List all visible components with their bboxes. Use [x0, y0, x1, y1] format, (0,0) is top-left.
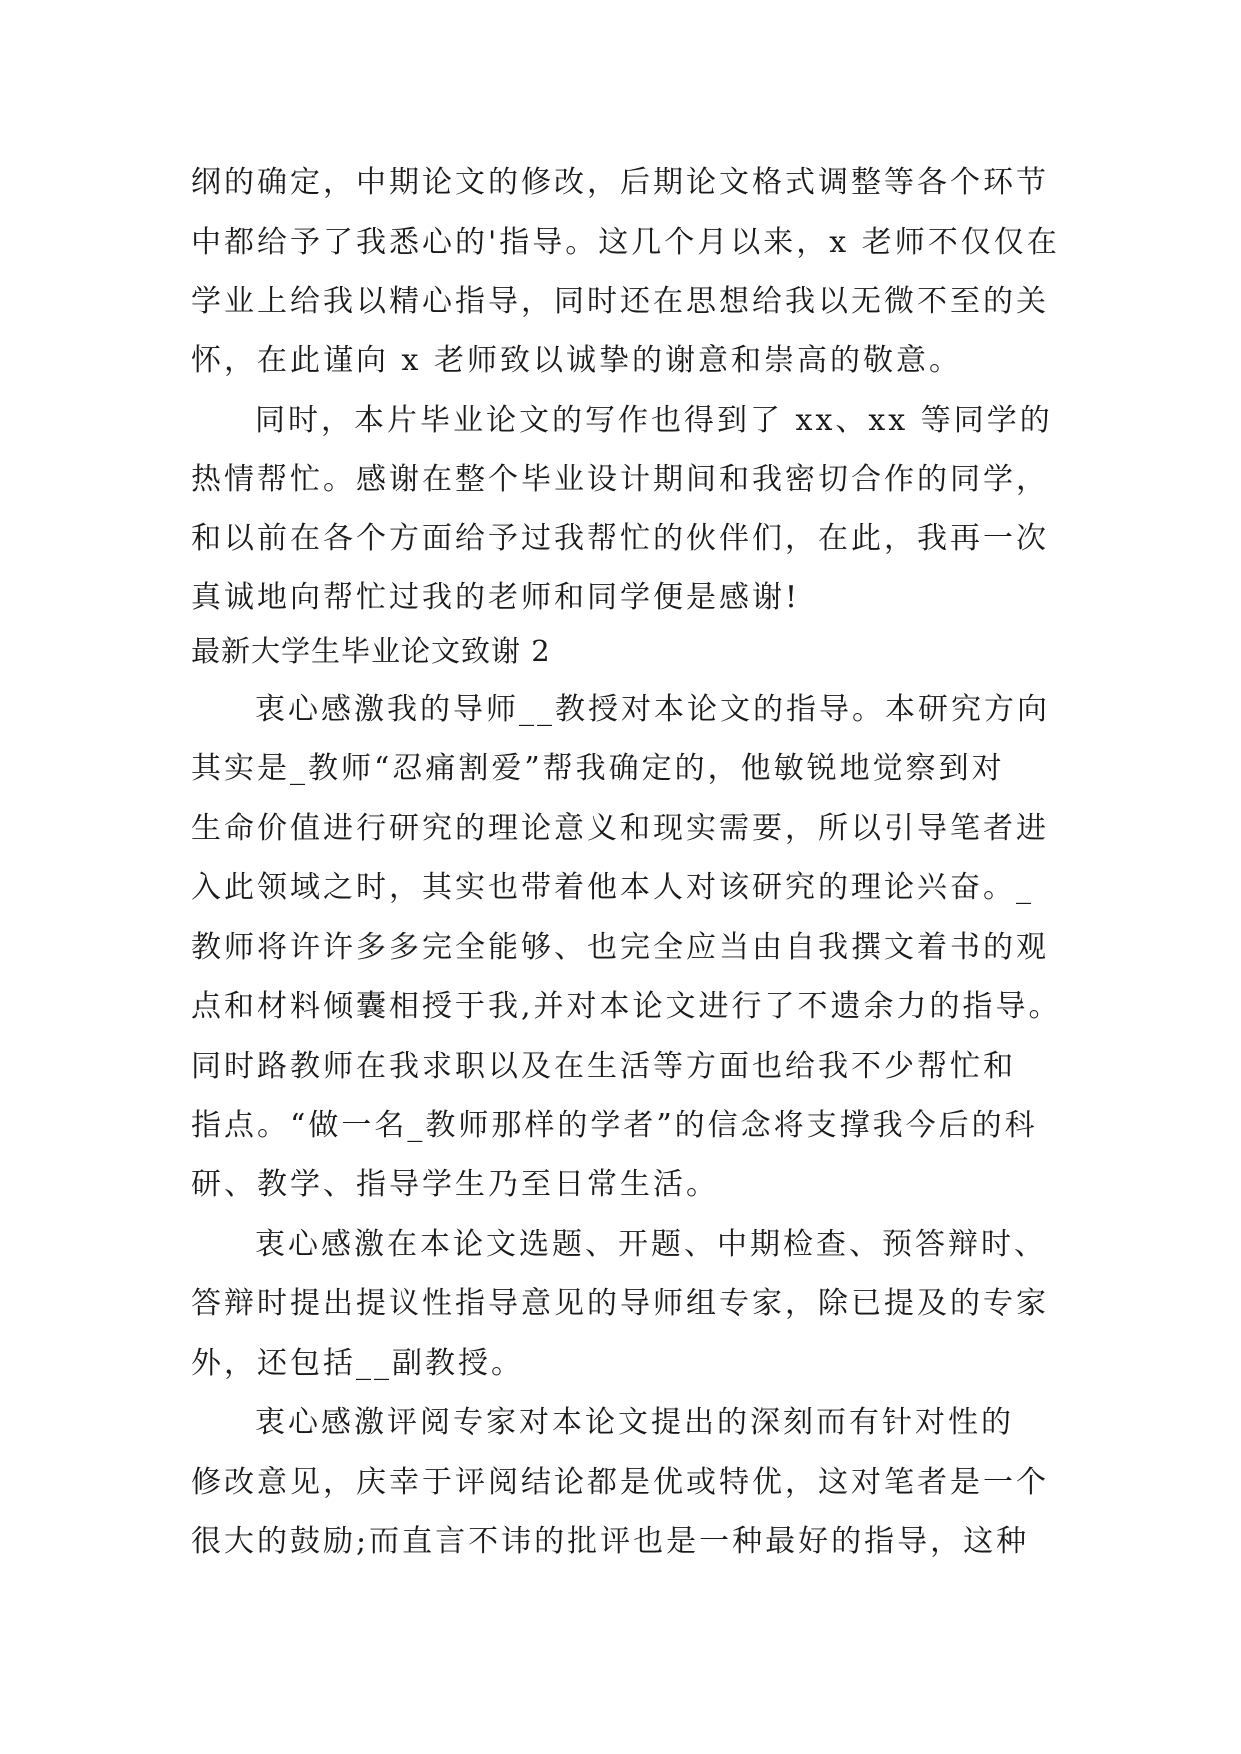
section-heading: 最新大学生毕业论文致谢 2: [191, 634, 551, 668]
text-line: 同时，本片毕业论文的写作也得到了 xx、xx 等同学的: [255, 403, 1053, 438]
text-line: 衷心感激我的导师__教授对本论文的指导。本研究方向: [255, 692, 1050, 727]
text-line: 和以前在各个方面给予过我帮忙的伙伴们，在此，我再一次: [191, 521, 1049, 556]
text-line: 纲的确定，中期论文的修改，后期论文格式调整等各个环节: [191, 165, 1049, 200]
text-line: 同时路教师在我求职以及在生活等方面也给我不少帮忙和: [191, 1049, 1016, 1084]
text-line: 点和材料倾囊相授于我,并对本论文进行了不遗余力的指导。: [191, 989, 1062, 1024]
text-line: 中都给予了我悉心的'指导。这几个月以来，x 老师不仅仅在: [191, 225, 1060, 260]
text-line: 怀，在此谨向 x 老师致以诚挚的谢意和崇高的敬意。: [191, 343, 962, 378]
text-line: 真诚地向帮忙过我的老师和同学便是感谢!: [191, 580, 801, 615]
text-line: 衷心感激评阅专家对本论文提出的深刻而有针对性的: [255, 1405, 1014, 1440]
text-line: 教师将许许多多完全能够、也完全应当由自我撰文着书的观: [191, 930, 1049, 965]
text-line: 入此领域之时，其实也带着他本人对该研究的理论兴奋。_: [191, 870, 1034, 905]
text-line: 外，还包括__副教授。: [191, 1346, 524, 1381]
text-line: 生命价值进行研究的理论意义和现实需要，所以引导笔者进: [191, 811, 1049, 846]
text-line: 修改意见，庆幸于评阅结论都是优或特优，这对笔者是一个: [191, 1465, 1049, 1500]
text-line: 学业上给我以精心指导，同时还在思想给我以无微不至的关: [191, 284, 1049, 319]
text-line: 答辩时提出提议性指导意见的导师组专家，除已提及的专家: [191, 1286, 1049, 1321]
text-line: 很大的鼓励;而直言不讳的批评也是一种最好的指导，这种: [191, 1524, 1030, 1559]
text-line: 热情帮忙。感谢在整个毕业设计期间和我密切合作的同学，: [191, 462, 1049, 497]
text-line: 指点。“做一名_教师那样的学者”的信念将支撑我今后的科: [191, 1108, 1038, 1143]
text-line: 衷心感激在本论文选题、开题、中期检查、预答辩时、: [255, 1227, 1047, 1262]
text-line: 研、教学、指导学生乃至日常生活。: [191, 1167, 719, 1202]
text-line: 其实是_教师“忍痛割爱”帮我确定的，他敏锐地觉察到对: [191, 751, 1005, 786]
